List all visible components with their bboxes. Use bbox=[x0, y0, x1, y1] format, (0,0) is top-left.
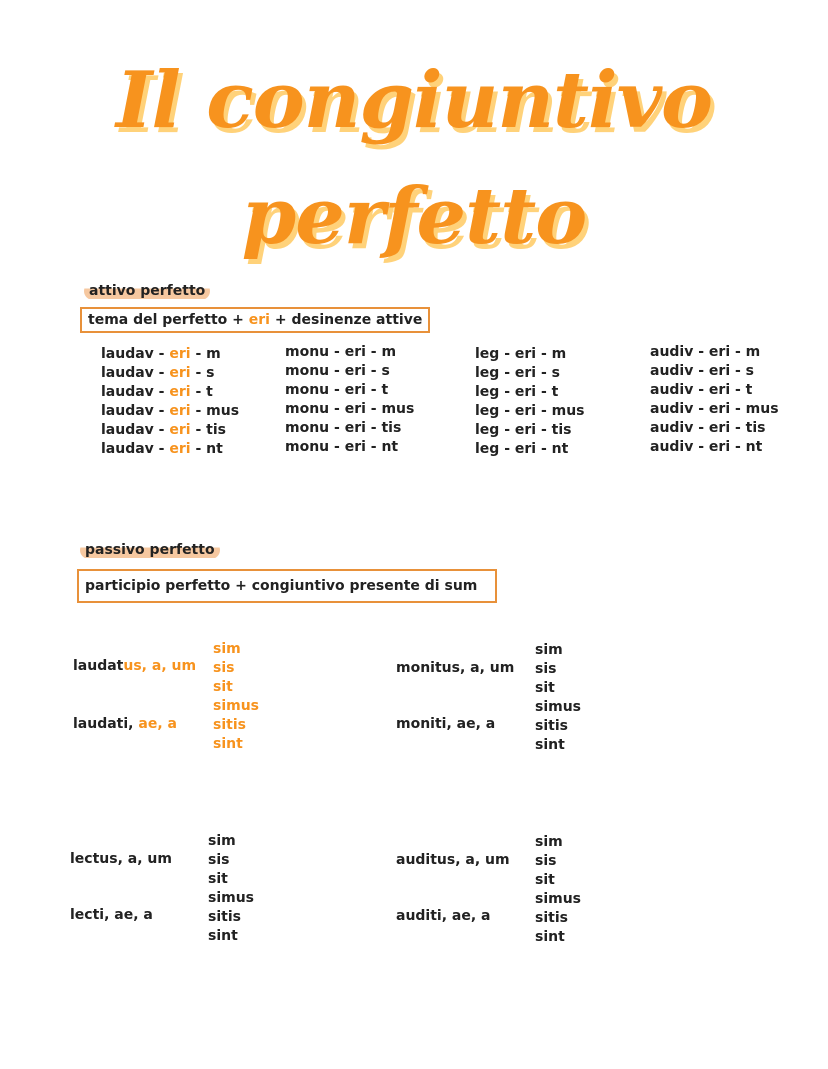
conj-ending: - nt bbox=[190, 441, 223, 457]
conj-ending: - mus bbox=[190, 403, 240, 419]
sum-form: sint bbox=[213, 736, 243, 752]
conj-row: audiv - eri - nt bbox=[650, 439, 763, 455]
conj-row: audiv - eri - s bbox=[650, 363, 755, 379]
conj-infix: eri bbox=[169, 384, 191, 400]
active-column-laudo bbox=[101, 345, 239, 459]
sum-forms-moneo bbox=[535, 641, 581, 755]
title-line-2: perfetto bbox=[241, 171, 587, 262]
conj-infix: eri bbox=[169, 346, 191, 362]
audio-singular: auditus, a, um bbox=[396, 852, 510, 868]
sum-form: simus bbox=[535, 699, 582, 715]
sum-form: sis bbox=[208, 852, 230, 868]
sum-form: sint bbox=[535, 929, 565, 945]
conj-row: audiv - eri - mus bbox=[650, 401, 779, 417]
conj-row: monu - eri - nt bbox=[285, 439, 399, 455]
conj-row bbox=[101, 364, 239, 383]
sum-form: sitis bbox=[535, 718, 568, 734]
sum-form: sim bbox=[535, 642, 563, 658]
conj-row: leg - eri - t bbox=[475, 384, 559, 400]
conj-stem: laudav - bbox=[101, 441, 170, 457]
participle-stem: laudati, bbox=[73, 716, 139, 732]
conj-row: leg - eri - nt bbox=[475, 441, 569, 457]
active-formula-part2: + desinenze attive bbox=[269, 312, 423, 328]
audio-plural: auditi, ae, a bbox=[396, 908, 491, 924]
sum-form: sis bbox=[535, 661, 557, 677]
active-column-lego bbox=[475, 345, 585, 459]
conj-row: monu - eri - mus bbox=[285, 401, 415, 417]
conj-infix: eri bbox=[169, 441, 191, 457]
moneo-singular: monitus, a, um bbox=[396, 660, 515, 676]
conj-row: audiv - eri - tis bbox=[650, 420, 766, 436]
active-column-audio bbox=[650, 343, 779, 457]
conj-ending: - tis bbox=[190, 422, 226, 438]
sum-forms-audio bbox=[535, 833, 581, 947]
sum-form: sim bbox=[213, 641, 241, 657]
participle-stem: laudat bbox=[73, 658, 124, 674]
title-line-1: Il congiuntivo bbox=[115, 55, 713, 146]
conj-row bbox=[101, 440, 239, 459]
conj-stem: laudav - bbox=[101, 403, 170, 419]
conj-row: monu - eri - tis bbox=[285, 420, 402, 436]
sum-forms-laudo bbox=[213, 640, 259, 754]
conj-row: leg - eri - m bbox=[475, 346, 567, 362]
participle-ending: ae, a bbox=[138, 716, 177, 732]
sum-form: sitis bbox=[208, 909, 241, 925]
conj-stem: laudav - bbox=[101, 365, 170, 381]
active-label: attivo perfetto bbox=[84, 282, 210, 300]
sum-form: sim bbox=[535, 834, 563, 850]
conj-stem: laudav - bbox=[101, 346, 170, 362]
conj-row: audiv - eri - t bbox=[650, 382, 753, 398]
moneo-plural: moniti, ae, a bbox=[396, 716, 496, 732]
active-formula-part1: tema del perfetto + bbox=[88, 312, 249, 328]
conj-row bbox=[101, 421, 239, 440]
conj-row: leg - eri - tis bbox=[475, 422, 572, 438]
sum-form: simus bbox=[535, 891, 582, 907]
passive-label: passivo perfetto bbox=[80, 541, 220, 559]
sum-form: sit bbox=[213, 679, 233, 695]
sum-forms-lego bbox=[208, 832, 254, 946]
sum-form: sim bbox=[208, 833, 236, 849]
sum-form: sit bbox=[535, 872, 555, 888]
lego-plural: lecti, ae, a bbox=[70, 907, 153, 923]
conj-stem: laudav - bbox=[101, 384, 170, 400]
sum-form: simus bbox=[208, 890, 255, 906]
conj-row bbox=[101, 383, 239, 402]
conj-row: monu - eri - t bbox=[285, 382, 389, 398]
conj-infix: eri bbox=[169, 403, 191, 419]
active-formula-eri: eri bbox=[248, 312, 270, 328]
sum-form: sitis bbox=[213, 717, 246, 733]
conj-row bbox=[101, 345, 239, 364]
passive-formula-box: participio perfetto + congiuntivo presente di sum bbox=[77, 569, 497, 603]
conj-row: leg - eri - s bbox=[475, 365, 560, 381]
sum-form: sis bbox=[213, 660, 235, 676]
conj-ending: - m bbox=[190, 346, 221, 362]
sum-form: sit bbox=[535, 680, 555, 696]
conj-row: monu - eri - m bbox=[285, 344, 397, 360]
conj-row: monu - eri - s bbox=[285, 363, 390, 379]
laudo-plural bbox=[73, 716, 177, 732]
sum-form: sit bbox=[208, 871, 228, 887]
conj-infix: eri bbox=[169, 422, 191, 438]
sum-form: sitis bbox=[535, 910, 568, 926]
sum-form: sint bbox=[535, 737, 565, 753]
active-formula-box bbox=[80, 307, 430, 333]
laudo-singular bbox=[73, 658, 196, 674]
conj-stem: laudav - bbox=[101, 422, 170, 438]
sum-form: sis bbox=[535, 853, 557, 869]
sum-form: simus bbox=[213, 698, 260, 714]
sum-form: sint bbox=[208, 928, 238, 944]
conj-ending: - s bbox=[190, 365, 215, 381]
conj-row bbox=[101, 402, 239, 421]
conj-infix: eri bbox=[169, 365, 191, 381]
conj-row: leg - eri - mus bbox=[475, 403, 585, 419]
lego-singular: lectus, a, um bbox=[70, 851, 172, 867]
conj-row: audiv - eri - m bbox=[650, 344, 761, 360]
active-column-moneo bbox=[285, 343, 414, 457]
participle-ending: us, a, um bbox=[123, 658, 197, 674]
conj-ending: - t bbox=[190, 384, 213, 400]
